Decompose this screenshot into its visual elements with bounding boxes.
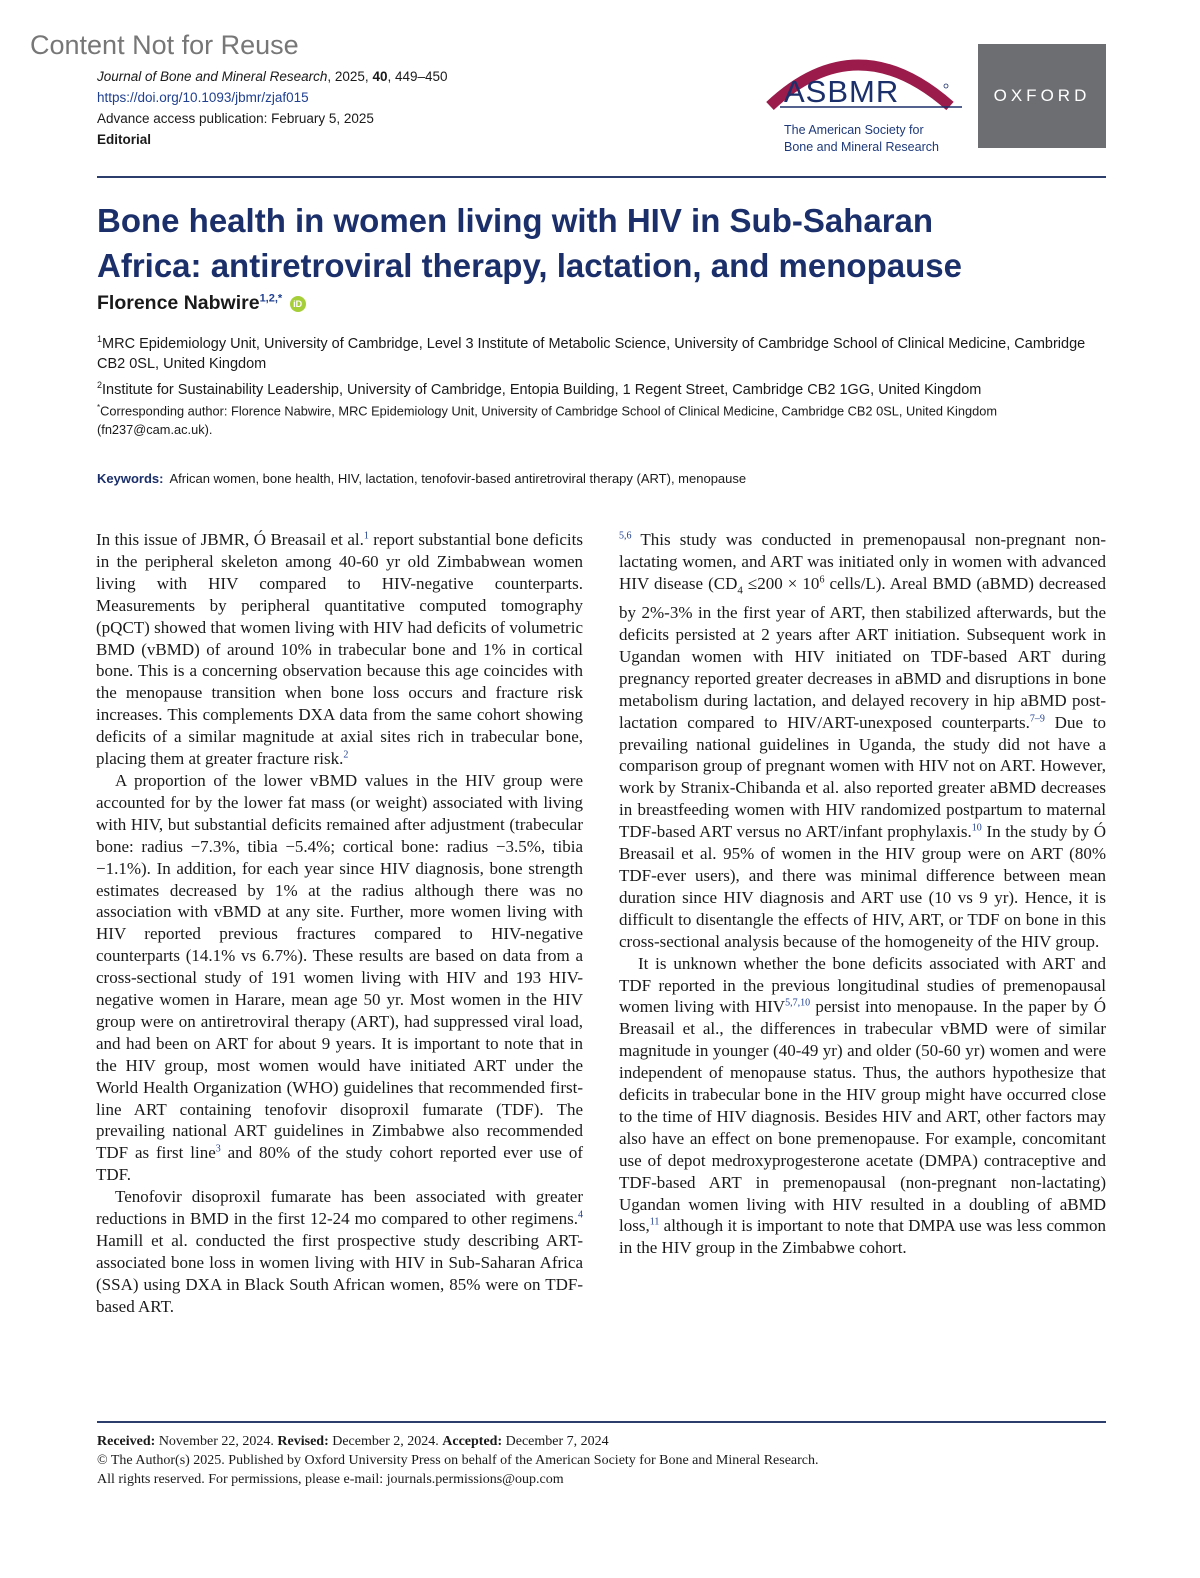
paragraph-1	[96, 529, 583, 770]
cd4-subscript: 4	[737, 584, 743, 597]
paragraph-4	[619, 953, 1106, 1260]
oxford-wordmark: OXFORD	[993, 86, 1091, 105]
asbmr-logo	[762, 44, 967, 154]
rights-line: All rights reserved. For permissions, please e-mail: journals.permissions@oup.com	[97, 1472, 564, 1487]
affiliation-2-text: Institute for Sustainability Leadership, University of Cambridge, Entopia Building, 1 Regent Street, Cambridge CB2 1GG, United Kingdom	[102, 381, 982, 398]
title-line-1: Bone health in women living with HIV in Sub-Saharan	[97, 202, 934, 239]
author-line	[97, 292, 306, 315]
journal-year: , 2025,	[327, 69, 373, 84]
p1-text-a: In this issue of JBMR, Ó Breasail et al.	[96, 530, 364, 549]
received-label: Received:	[97, 1434, 156, 1449]
author-affiliation-refs: 1,2,*	[259, 292, 283, 305]
revised-date: December 2, 2024.	[328, 1434, 443, 1449]
p4-text-c: although it is important to note that DMPA use was less common in the HIV group in the Zimbabwe cohort.	[619, 1216, 1106, 1258]
journal-citation	[97, 66, 448, 87]
p3-text-c: This study was conducted in premenopausal non-pregnant non-lactating women, and ART was initiated only in women with advanced HIV disease (CD	[619, 530, 1106, 593]
citation-ref[interactable]: 5,6	[619, 530, 632, 542]
p4-text-b: persist into menopause. In the paper by Ó Breasail et al., the differences in trabecular vBMD were of similar magnitude in younger (40-49 yr) and older (50-60 yr) women and were independent of menopause status. Thus, the authors hypothesize that deficits in trabecular bone in the HIV group might have occurred close to the time of HIV diagnosis. Besides HIV and ART, other factors may also have an effect on bone premenopause. For example, concomitant use of depot medroxyprogesterone acetate (DMPA) contraceptive and TDF-based ART in premenopausal (non-pregnant non-lactating) Ugandan women living with HIV resulted in a doubling of aBMD loss,	[619, 997, 1106, 1236]
paragraph-2	[96, 770, 583, 1186]
keywords	[97, 471, 746, 486]
corresponding-sup: *	[97, 403, 101, 412]
author-name: Florence Nabwire	[97, 292, 260, 314]
accepted-date: December 7, 2024	[502, 1434, 609, 1449]
oxford-logo	[978, 44, 1106, 148]
received-date: November 22, 2024.	[155, 1434, 278, 1449]
asbmr-caption-line2: Bone and Mineral Research	[784, 140, 939, 154]
exponent: 6	[819, 574, 825, 586]
citation-ref[interactable]: 1	[363, 530, 369, 542]
affiliation-1-sup: 1	[97, 334, 103, 344]
body-column-right	[619, 529, 1106, 1259]
affiliation-2-sup: 2	[97, 379, 103, 390]
p1-text-b: report substantial bone deficits in the peripheral skeleton among 40-60 yr old Zimbabwean women living with HIV compared to HIV-negative counterparts. Measurements by peripheral quantitative computed tomography (pQCT) showed that women living with HIV had deficits of volumetric BMD (vBMD) of around 10% in trabecular bone and 1% in cortical bone. This is a concerning observation because this age coincides with the menopause transition when bone loss occurs and fracture risk increases. This complements DXA data from the same cohort showing deficits of a similar magnitude at axial sites rich in trabecular bone, placing them at greater fracture risk.	[96, 530, 583, 769]
asbmr-wordmark: ASBMR	[784, 74, 900, 109]
p2-text-b: and 80% of the study cohort reported ever use of TDF.	[96, 1143, 583, 1185]
paragraph-3-continued	[619, 529, 1106, 953]
corresponding-author	[97, 398, 1109, 439]
citation-ref[interactable]: 4	[578, 1209, 583, 1221]
footer-rule	[97, 1421, 1106, 1423]
affiliations	[97, 329, 1109, 401]
keywords-text: African women, bone health, HIV, lactation, tenofovir-based antiretroviral therapy (ART), menopause	[169, 471, 747, 486]
affiliation-1-text: MRC Epidemiology Unit, University of Cambridge, Level 3 Institute of Metabolic Science, University of Cambridge School of Clinical Medicine, Cambridge CB2 0SL, United Kingdom	[97, 335, 1086, 372]
p3-text-a: Tenofovir disoproxil fumarate has been associated with greater reductions in BMD in the first 12-24 mo compared to other regimens.	[96, 1187, 583, 1229]
dates-line	[97, 1432, 1106, 1451]
affiliation-2	[97, 375, 1109, 400]
copyright-line: © The Author(s) 2025. Published by Oxford University Press on behalf of the American Society for Bone and Mineral Research.	[97, 1453, 819, 1468]
article-footer	[97, 1432, 1106, 1489]
citation-ref[interactable]: 10	[971, 822, 982, 834]
citation-ref[interactable]: 11	[649, 1216, 660, 1228]
p3-text-b: Hamill et al. conducted the first prospective study describing ART-associated bone loss in women living with HIV in Sub-Saharan Africa (SSA) using DXA in Black South African women, 85% were on TDF-based ART.	[96, 1231, 583, 1316]
asbmr-caption-line1: The American Society for	[784, 123, 924, 137]
asbmr-caption	[784, 122, 939, 156]
accepted-label: Accepted:	[442, 1434, 503, 1449]
journal-volume: 40	[372, 69, 388, 84]
title-line-2: Africa: antiretroviral therapy, lactation, and menopause	[97, 247, 962, 284]
citation-ref[interactable]: 7–9	[1029, 712, 1045, 724]
journal-meta	[97, 66, 448, 150]
body-column-left	[96, 529, 583, 1317]
p3-text-e: cells/L). Areal BMD (aBMD) decreased by 2%-3% in the first year of ART, then stabilized afterwards, but the deficits persisted at 2 years after ART initiation. Subsequent work in Ugandan women with HIV initiated on TDF-based ART during pregnancy reported greater decreases in aBMD and disruptions in bone metabolism during lactation, and delayed recovery in hip aBMD post-lactation compared to HIV/ART-unexposed counterparts.	[619, 573, 1106, 732]
citation-ref[interactable]: 2	[343, 749, 349, 761]
watermark: Content Not for Reuse	[30, 30, 299, 60]
p2-text-a: A proportion of the lower vBMD values in the HIV group were accounted for by the lower fat mass (or weight) associated with living with HIV, but substantial deficits remained after adjustment (trabecular bone: radius −7.3%, tibia −5.4%; cortical bone: radius −3.5%, tibia −1.1%). In addition, for each year since HIV diagnosis, bone strength estimates decreased by 1% at the radius although there was no association with vBMD at any site. Further, more women living with HIV reported previous fractures compared to HIV-negative counterparts (14.1% vs 6.7%). These results are based on data from a cross-sectional study of 191 women living with HIV and 193 HIV-negative women in Harare, mean age 50 yr. Most women in the HIV group were on antiretroviral therapy (ART), had suppressed viral load, and had been on ART for about 9 years. It is important to note that in the HIV group, most women would have initiated ART under the World Health Organization (WHO) guidelines that recommended first-line ART containing tenofovir disoproxil fumarate (TDF). The prevailing national ART guidelines in Zimbabwe also recommended TDF as first line	[96, 770, 583, 1163]
p4-text-a: It is unknown whether the bone deficits associated with ART and TDF reported in the previous longitudinal studies of premenopausal women living with HIV	[619, 953, 1106, 1017]
p3-text-g: In the study by Ó Breasail et al. 95% of women in the HIV group were on ART (80% TDF-ever users), and there was minimal difference between mean duration since HIV diagnosis and ART use (10 vs 9 yr). Hence, it is difficult to disentangle the effects of HIV, ART, or TDF on bone in this cross-sectional analysis because of the homogeneity of the HIV group.	[619, 822, 1107, 951]
journal-name: Journal of Bone and Mineral Research	[97, 69, 328, 84]
affiliation-1	[97, 329, 1109, 374]
revised-label: Revised:	[277, 1434, 329, 1449]
article-title	[97, 198, 1106, 288]
paragraph-3	[96, 1186, 583, 1317]
header-rule	[97, 176, 1106, 178]
advance-access: Advance access publication: February 5, 2025	[97, 111, 374, 126]
p3-text-f: Due to prevailing national guidelines in Uganda, the study did not have a comparison group of pregnant women with HIV not on ART. However, work by Stranix-Chibanda et al. also reported greater aBMD decreases in breastfeeding women with HIV randomized postpartum to maternal TDF-based ART versus no ART/infant prophylaxis.	[619, 712, 1106, 842]
article-type: Editorial	[97, 132, 152, 147]
p3-text-d: ≤200 × 10	[742, 573, 820, 593]
keywords-label: Keywords:	[97, 471, 164, 486]
orcid-icon[interactable]: iD	[290, 296, 306, 312]
citation-ref[interactable]: 5,7,10	[785, 997, 811, 1009]
citation-ref[interactable]: 3	[215, 1143, 221, 1155]
journal-pages: , 449–450	[387, 69, 448, 84]
doi-link[interactable]: https://doi.org/10.1093/jbmr/zjaf015	[97, 90, 309, 105]
corresponding-text: Corresponding author: Florence Nabwire, MRC Epidemiology Unit, University of Cambridge School of Clinical Medicine, Cambridge CB2 0SL, United Kingdom (fn237@cam.ac.uk).	[97, 403, 998, 438]
